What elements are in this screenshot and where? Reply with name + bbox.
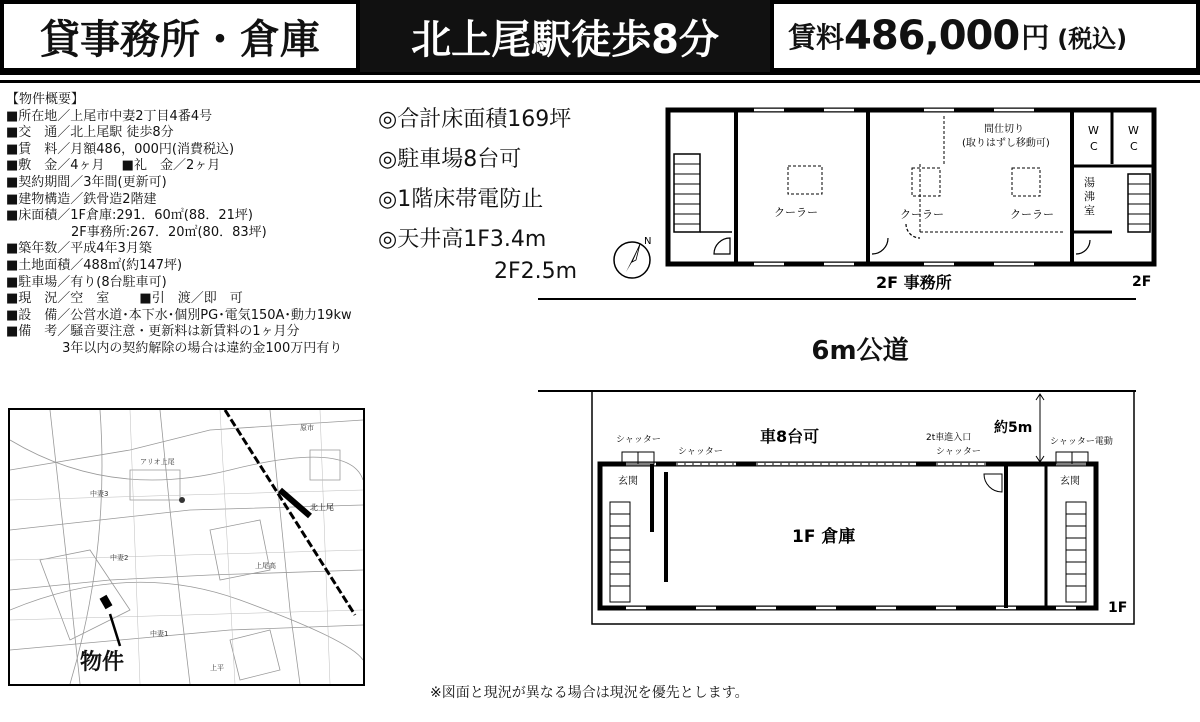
electric-shutter-label: シャッター電動 [1050,437,1113,447]
overview-row: ■敷 金／4ヶ月 ■礼 金／2ヶ月 [6,158,221,174]
rent-box [770,0,1200,72]
entrance-label: 玄関 [618,476,638,487]
access-text: 北上尾駅徒歩8分 [411,16,719,63]
overview-row: ■建物構造／鉄骨造2階建 [6,191,157,207]
map-place-label: アリオ上尾 [140,458,175,466]
outer-wall [668,110,1154,264]
feature-item: 2F2.5m [494,259,578,284]
cooler-label: クーラー [774,206,818,219]
feature-list [378,100,577,292]
overview-row: 2F事務所:267．20㎡(80．83坪) [6,224,267,240]
shutter-label: シャッター [678,447,723,457]
overview-row: ■備 考／騒音要注意・更新料は新賃料の1ヶ月分 [6,324,300,340]
rent-amount: 486,000 [844,13,1020,59]
page-title: 貸事務所・倉庫 [40,16,320,63]
setback-label: 約5m [994,420,1033,436]
shutter-label: シャッター [616,435,661,445]
access-box [360,0,770,72]
feature-item: ◎合計床面積169坪 [378,107,572,132]
overview-row: ■所在地／上尾市中妻2丁目4番4号 [6,108,213,124]
overview-heading: 【物件概要】 [6,92,85,107]
wc-label: W [1088,124,1099,137]
map-place-label: 上尾高 [255,562,276,570]
overview-row: ■設 備／公営水道･本下水･個別PG･電気150A･動力19kw [6,307,352,323]
overview-row: ■土地面積／488㎡(約147坪) [6,257,183,273]
rent-label: 賃料 [788,21,845,54]
parking-label: 車8台可 [760,427,820,446]
footnote: ※図面と現況が異なる場合は現況を優先とします。 [430,685,749,701]
property-marker-icon [100,595,113,609]
shutter-label: シャッター [936,447,981,457]
overview-row: 3年以内の契約解除の場合は違約金100万円有り [6,340,343,356]
station-label: 北上尾 [310,503,334,512]
north-label: N [644,236,652,247]
feature-item: ◎駐車場8台可 [378,147,522,172]
overview-row: ■契約期間／3年間(更新可) [6,174,167,190]
floor-plan-2f [664,104,1164,296]
floor1-title: 1F 倉庫 [792,527,856,547]
truck-entry-label: 2t車進入口 [926,433,972,443]
map-place-label: 中妻2 [110,554,129,562]
wc-label: W [1128,124,1139,137]
map-place-label: 上平 [210,664,224,672]
overview-row: ■床面積／1F倉庫:291．60㎡(88．21坪) [6,208,253,224]
overview-row: ■現 況／空 室 ■引 渡／即 可 [6,291,243,307]
road-edge-north [538,298,1136,300]
overview-row: ■交 通／北上尾駅 徒歩8分 [6,125,174,141]
header-rule-2 [0,80,1200,83]
floor-plan-1f [586,392,1142,628]
feature-item: ◎1階床帯電防止 [378,187,544,212]
overview-row: ■駐車場／有り(8台駐車可) [6,274,167,290]
entrance-label: 玄関 [1060,476,1080,487]
partition-label: 間仕切り [984,124,1024,135]
property-label: 物件 [80,650,125,675]
floor1-corner-label: 1F [1108,600,1128,616]
map-drawing [10,410,363,684]
wc-label: C [1130,140,1138,153]
map-place-label: 中妻1 [150,630,169,638]
feature-item: ◎天井高1F3.4m [378,227,547,252]
cooler-label: クーラー [1010,208,1054,221]
header-rule [0,72,1200,75]
kitchen-label: 湯 [1084,176,1095,189]
overview-row: ■賃 料／月額486，000円(消費税込) [6,141,235,157]
cooler-label: クーラー [900,208,944,221]
location-map [8,408,365,686]
title-box [0,0,360,72]
kitchen-label: 沸 [1084,190,1095,203]
floor2-title: 2F 事務所 [876,273,952,292]
floor2-corner-label: 2F [1132,274,1152,290]
overview-row: ■築年数／平成4年3月築 [6,241,152,257]
rent-unit: 円 [1021,21,1050,54]
map-place-label: 原市 [300,424,314,432]
wc-label: C [1090,140,1098,153]
kitchen-label: 室 [1084,204,1095,217]
partition-note: (取りはずし移動可) [962,138,1050,149]
map-place-label: 中妻3 [90,490,109,498]
road-label: 6m公道 [811,336,909,366]
rent-tax: (税込) [1057,24,1128,53]
north-arrow-icon [610,232,658,282]
